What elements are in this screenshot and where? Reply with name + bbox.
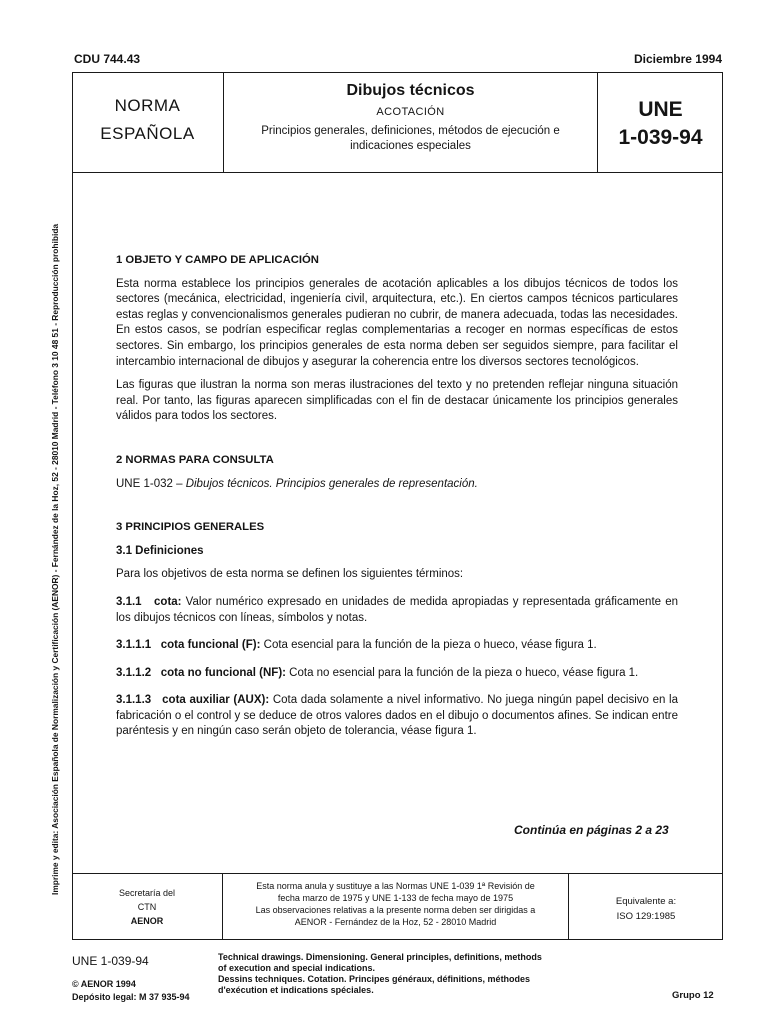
reference-title: Dibujos técnicos. Principios generales de representación. <box>185 477 478 490</box>
header-block <box>72 72 723 173</box>
observations-line-2: AENOR - Fernández de la Hoz, 52 - 28010 Madrid <box>294 917 497 927</box>
observations-line-1: Las observaciones relativas a la presente norma deben ser dirigidas a <box>255 905 536 915</box>
supersedes-box <box>223 874 568 946</box>
definition-term: cota: <box>154 595 182 608</box>
cdu-code: CDU 744.43 <box>74 52 141 66</box>
aenor-label: AENOR <box>130 916 164 926</box>
document-title: Dibujos técnicos <box>346 82 475 99</box>
price-group: Grupo 12 <box>672 990 714 1001</box>
french-title-2: d'exécution et indications spéciales. <box>218 985 374 995</box>
definition-term: cota auxiliar (AUX): <box>162 694 270 707</box>
section-3-1-intro: Para los objetivos de esta norma se definen los siguientes términos: <box>116 568 464 581</box>
title-box <box>224 72 597 172</box>
secretariat-label: Secretaría del <box>118 888 176 898</box>
continues-note: Continúa en páginas 2 a 23 <box>514 823 669 837</box>
document-subtitle: ACOTACIÓN <box>376 106 445 118</box>
definition-text: Valor numérico expresado en unidades de medida apropiadas y representada gráficamente en los dibujos técnicos con líneas, símbolos y notas. <box>116 595 678 624</box>
definition-term: cota funcional (F): <box>160 639 261 652</box>
legal-deposit: Depósito legal: M 37 935-94 <box>72 992 190 1002</box>
standard-code-box <box>597 72 723 172</box>
english-title-1: Technical drawings. Dimensioning. General principles, definitions, methods <box>218 952 542 962</box>
english-title-2: of execution and special indications. <box>218 963 376 973</box>
definition-3-1-1-1 <box>116 638 678 654</box>
french-title-1: Dessins techniques. Cotation. Principes généraux, définitions, méthodes <box>218 974 531 984</box>
equivalent-label: Equivalente a: <box>615 896 677 907</box>
definition-3-1-1-2 <box>116 666 678 682</box>
body-content <box>116 253 678 740</box>
espanola-label: ESPAÑOLA <box>100 124 195 143</box>
secretariat-box <box>72 874 223 940</box>
supersedes-line-1: Esta norma anula y sustituye a las Normas UNE 1-039 1ª Revisión de <box>256 881 535 891</box>
section-3-1-heading: 3.1 Definiciones <box>116 544 204 557</box>
standard-number: 1-039-94 <box>618 126 703 149</box>
definition-text: Cota esencial para la función de la pieza o hueco, véase figura 1. <box>260 639 597 652</box>
translated-titles <box>218 952 598 996</box>
section-2-heading: 2 NORMAS PARA CONSULTA <box>116 453 274 466</box>
section-3-heading: 3 PRINCIPIOS GENERALES <box>116 521 265 534</box>
une-label: UNE <box>638 98 683 121</box>
definition-number: 3.1.1.2 <box>116 666 152 679</box>
definition-3-1-1 <box>116 595 678 626</box>
footer-block <box>72 873 723 940</box>
document-description: Principios generales, definiciones, métodos de ejecución e indicaciones especiales <box>261 125 560 152</box>
publication-date: Diciembre 1994 <box>633 52 722 66</box>
definition-number: 3.1.1.1 <box>116 639 152 652</box>
ctn-label: CTN <box>137 902 157 912</box>
section-2-reference <box>116 477 678 493</box>
definition-text: Cota dada solamente a nivel informativo. No juega ningún papel decisivo en la fabricación o el control y se deduce de otros valores dados en el dibujo o documentos afines. Se indican entre paréntesis y en ningún caso serán objeto de tolerancia, véase figura 1. <box>116 694 678 738</box>
definition-number: 3.1.1 <box>116 595 142 608</box>
side-imprint: Imprime y edita: Asociación Española de Normalización y Certificación (AENOR) - Fernández de la Hoz, 52 - 28010 Madrid - Teléfono 3 10 48 51 - Reproducción prohibida <box>50 223 60 895</box>
definition-number: 3.1.1.3 <box>116 694 152 707</box>
supersedes-line-2: fecha marzo de 1975 y UNE 1-133 de fecha mayo de 1975 <box>277 893 514 903</box>
reference-code: UNE 1-032 – <box>116 477 186 490</box>
copyright: © AENOR 1994 <box>72 979 136 989</box>
definition-3-1-1-3 <box>116 693 678 740</box>
section-1-paragraph-2: Las figuras que ilustran la norma son meras ilustraciones del texto y no pretenden reflejar ninguna situación real. Por tanto, las figuras aparecen simplificadas con el fin de destacar únicamente los principios generales válidos para todos los sectores. <box>116 379 678 423</box>
norma-espanola-box <box>72 72 224 172</box>
iso-reference: ISO 129:1985 <box>616 911 676 922</box>
definition-term: cota no funcional (NF): <box>160 666 286 679</box>
definition-text: Cota no esencial para la función de la pieza o hueco, véase figura 1. <box>285 666 639 679</box>
equivalence-box <box>568 874 723 940</box>
norma-label: NORMA <box>114 96 181 115</box>
section-1-heading: 1 OBJETO Y CAMPO DE APLICACIÓN <box>116 254 319 266</box>
copyright-block <box>72 978 190 1004</box>
section-1-paragraph-1: Esta norma establece los principios generales de acotación aplicables a los dibujos técnicos de todos los sectores (mecánica, electricidad, ingeniería civil, arquitectura, etc.). En ciertos campos técnicos particulares estas reglas y convencionalismos generales pudieran no cubrir, de manera adecuada, todas las necesidades. En estos casos, se podrían especificar reglas complementarias a recoger en normas específicas de estos sectores. Sin embargo, los principios generales de esta norma deben ser seguidos siempre, para facilitar el intercambio internacional de dibujos y asegurar la coherencia entre los diversos sectores tecnológicos. <box>116 277 678 368</box>
bottom-standard-code: UNE 1-039-94 <box>72 954 149 968</box>
